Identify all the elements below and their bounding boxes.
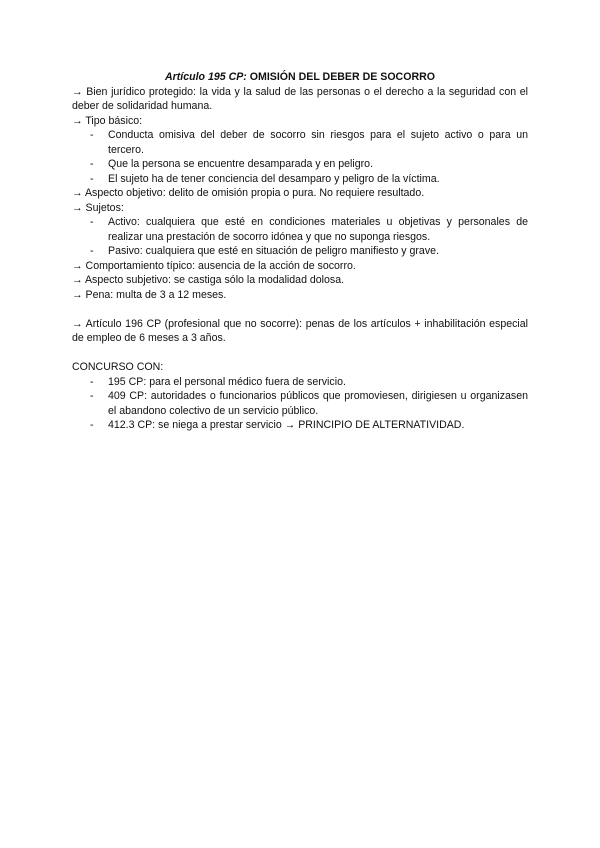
list-item: - El sujeto ha de tener conciencia del desamparo y peligro de la víctima.	[90, 172, 440, 185]
dash-bullet: -	[90, 419, 94, 431]
dash-bullet: -	[90, 390, 94, 402]
title-rest: OMISIÓN DEL DEBER DE SOCORRO	[246, 71, 435, 83]
list-item: - Conducta omisiva del deber de socorro sin riesgos para el sujeto activo o para un tercero.	[90, 129, 528, 156]
arrow-icon: →	[72, 274, 83, 286]
arrow-icon: →	[72, 114, 83, 127]
spacer	[72, 346, 528, 361]
list-item: - Activo: cualquiera que esté en condiciones materiales u objetivas y personales de realizar una prestación de socorro idónea y que no suponga riesgos.	[90, 216, 528, 243]
arrow-icon: →	[72, 201, 83, 214]
aspecto-objetivo-line: → Aspecto objetivo: delito de omisión propia o pura. No requiere resultado.	[72, 187, 425, 199]
concurso-heading: CONCURSO CON:	[72, 361, 164, 373]
tipo-basico-label: → Tipo básico:	[72, 114, 143, 127]
list-item: - Pasivo: cualquiera que esté en situación de peligro manifiesto y grave.	[90, 245, 439, 257]
dash-bullet: -	[90, 245, 94, 257]
arrow-icon: →	[72, 187, 83, 199]
arrow-icon: →	[72, 288, 83, 301]
arrow-icon: →	[72, 85, 83, 98]
aspecto-subjetivo-line: → Aspecto subjetivo: se castiga sólo la modalidad dolosa.	[72, 274, 345, 286]
list-item: - Que la persona se encuentre desamparada y en peligro.	[90, 158, 374, 170]
list-item: - 409 CP: autoridades o funcionarios públicos que promoviesen, dirigiesen u organizasen el abandono colectivo de un servicio público.	[90, 390, 528, 417]
dash-bullet: -	[90, 129, 94, 141]
dash-bullet: -	[90, 172, 94, 185]
document-page	[72, 70, 528, 433]
arrow-icon: →	[72, 259, 83, 272]
comportamiento-line: → Comportamiento típico: ausencia de la acción de socorro.	[72, 259, 356, 272]
dash-bullet: -	[90, 375, 94, 388]
document-title	[72, 70, 528, 85]
list-item: - 195 CP: para el personal médico fuera de servicio.	[90, 375, 346, 388]
pena-line: → Pena: multa de 3 a 12 meses.	[72, 288, 227, 301]
bien-juridico-line: → Bien jurídico protegido: la vida y la salud de las personas o el derecho a la seguridad con el deber de solidaridad humana.	[72, 85, 528, 112]
arrow-icon: →	[72, 317, 83, 330]
spacer	[72, 302, 528, 317]
dash-bullet: -	[90, 158, 94, 170]
articulo-196-line: → Artículo 196 CP (profesional que no socorre): penas de los artículos + inhabilitación especial de empleo de 6 meses a 3 años.	[72, 317, 528, 344]
list-item: - 412.3 CP: se niega a prestar servicio → PRINCIPIO DE ALTERNATIVIDAD.	[90, 419, 465, 431]
dash-bullet: -	[90, 216, 94, 228]
title-italic: Artículo 195 CP:	[165, 71, 247, 83]
sujetos-label: → Sujetos:	[72, 201, 124, 214]
